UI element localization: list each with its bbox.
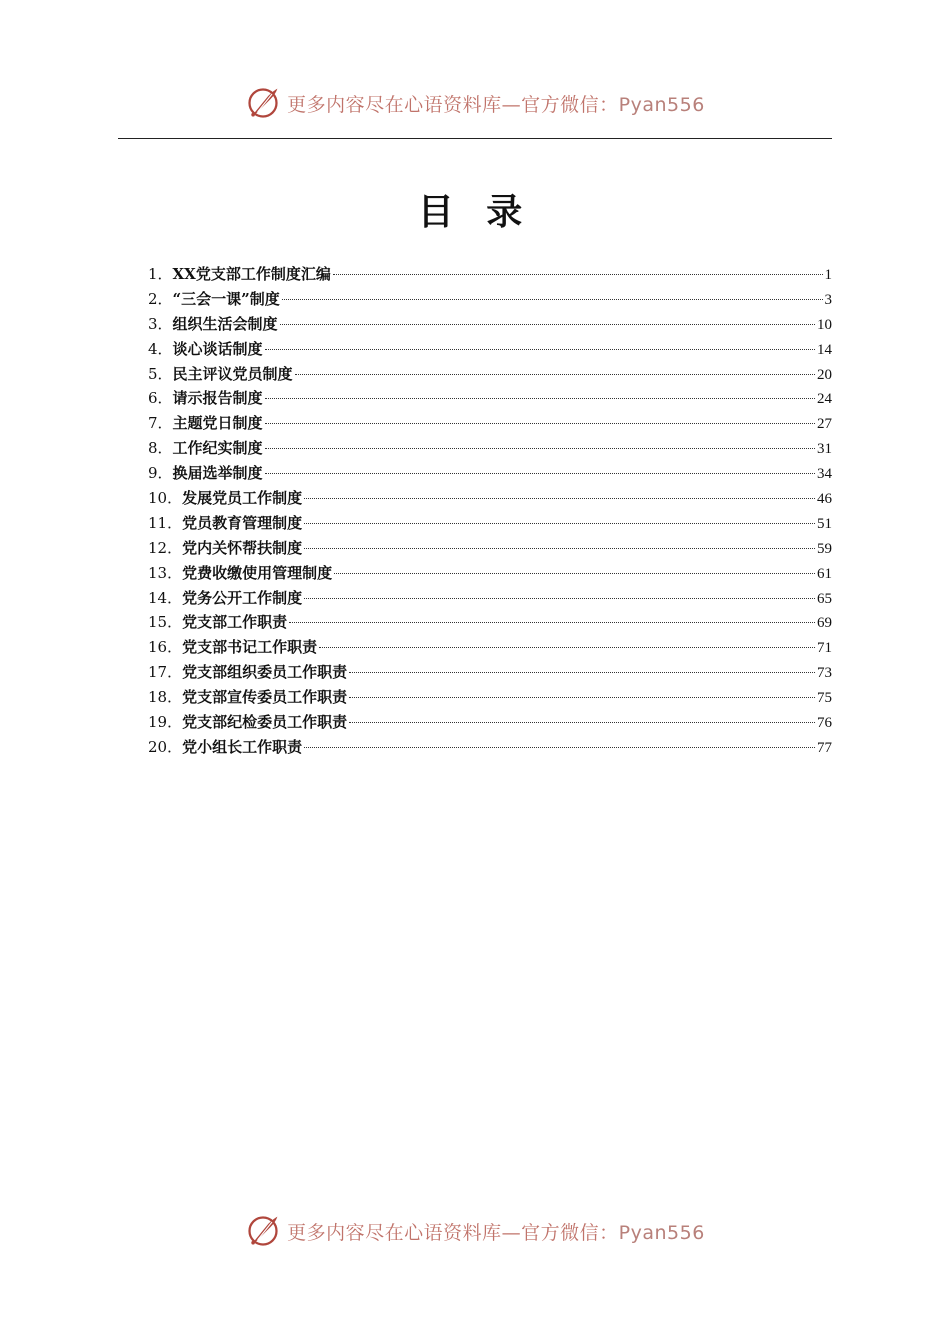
toc-entry[interactable] <box>148 411 832 436</box>
dot-leader <box>265 448 815 449</box>
toc-entry-number: 3． <box>148 314 173 333</box>
toc-entry-number: 15． <box>148 613 183 632</box>
toc-entry-page: 61 <box>817 565 832 582</box>
dot-leader <box>349 722 815 723</box>
toc-entry-page: 34 <box>817 466 832 483</box>
toc-entry[interactable] <box>148 735 832 760</box>
toc-entry-number: 4． <box>148 339 173 358</box>
toc-entry-page: 3 <box>824 291 832 308</box>
toc-entry[interactable] <box>148 312 832 337</box>
toc-entry[interactable] <box>148 436 832 461</box>
toc-entry-page: 51 <box>817 515 832 532</box>
toc-entry-title[interactable]: 党支部书记工作职责 <box>182 638 318 657</box>
toc-entry[interactable] <box>148 362 832 387</box>
toc-entry-title[interactable]: 民主评议党员制度 <box>172 364 293 383</box>
dot-leader <box>349 697 815 698</box>
watermark-text: 更多内容尽在心语资料库—官方微信：Pyan556 <box>287 93 705 116</box>
toc-entry-page: 14 <box>817 341 832 358</box>
toc-entry[interactable] <box>148 511 832 536</box>
dot-leader <box>295 374 815 375</box>
toc-entry-title[interactable]: 工作纪实制度 <box>172 439 263 458</box>
dot-leader <box>304 548 815 549</box>
toc-entry-title[interactable]: 发展党员工作制度 <box>182 489 303 508</box>
toc-entry-title[interactable]: 党员教育管理制度 <box>182 513 303 532</box>
toc-entry-title[interactable]: 党务公开工作制度 <box>182 588 303 607</box>
toc-entry-title[interactable]: 党费收缴使用管理制度 <box>182 563 333 582</box>
dot-leader <box>282 299 823 300</box>
toc-entry-title[interactable]: 组织生活会制度 <box>172 314 278 333</box>
dot-leader <box>280 324 815 325</box>
toc-entry[interactable] <box>148 586 832 611</box>
quill-pen-logo-icon <box>245 1213 281 1249</box>
quill-pen-logo-icon <box>245 85 281 121</box>
toc-entry-number: 16． <box>148 638 183 657</box>
dot-leader <box>304 598 815 599</box>
toc-entry-number: 13． <box>148 563 183 582</box>
toc-entry-number: 9． <box>148 464 173 483</box>
toc-entry-number: 11． <box>148 513 183 532</box>
page-title: 目 录 <box>417 191 533 233</box>
toc-entry-title[interactable]: 谈心谈话制度 <box>172 339 263 358</box>
table-of-contents <box>148 262 832 760</box>
dot-leader <box>304 747 815 748</box>
toc-entry-title[interactable]: XX党支部工作制度汇编 <box>172 265 331 283</box>
header-divider <box>118 138 832 139</box>
dot-leader <box>304 498 815 499</box>
dot-leader <box>334 573 815 574</box>
toc-entry-number: 1． <box>148 265 173 283</box>
toc-entry-title[interactable]: 党支部组织委员工作职责 <box>182 663 348 682</box>
toc-entry-page: 59 <box>817 540 832 557</box>
toc-entry-page: 76 <box>817 715 832 732</box>
toc-entry-page: 24 <box>817 391 832 408</box>
toc-entry-page: 1 <box>824 267 832 283</box>
dot-leader <box>304 523 815 524</box>
toc-entry[interactable] <box>148 536 832 561</box>
toc-entry-number: 18． <box>148 688 183 707</box>
toc-entry-number: 5． <box>148 364 173 383</box>
toc-entry-number: 2． <box>148 289 173 308</box>
toc-entry-title[interactable]: 党支部纪检委员工作职责 <box>182 713 348 732</box>
toc-entry-title[interactable]: 主题党日制度 <box>172 414 263 433</box>
toc-entry-title[interactable]: 党支部工作职责 <box>182 613 288 632</box>
toc-entry-title[interactable]: 换届选举制度 <box>172 464 263 483</box>
toc-entry[interactable] <box>148 610 832 635</box>
toc-entry-number: 19． <box>148 713 183 732</box>
toc-entry-number: 20． <box>148 737 183 756</box>
toc-entry[interactable] <box>148 461 832 486</box>
dot-leader <box>319 647 815 648</box>
toc-entry-title[interactable]: 党内关怀帮扶制度 <box>182 538 303 557</box>
toc-entry-number: 14． <box>148 588 183 607</box>
toc-entry-page: 73 <box>817 665 832 682</box>
dot-leader <box>265 473 815 474</box>
toc-entry[interactable] <box>148 262 832 287</box>
toc-entry-page: 75 <box>817 690 832 707</box>
toc-entry-number: 6． <box>148 389 173 408</box>
toc-entry-page: 65 <box>817 590 832 607</box>
toc-entry-number: 10． <box>148 489 183 508</box>
toc-entry[interactable] <box>148 287 832 312</box>
toc-entry[interactable] <box>148 710 832 735</box>
dot-leader <box>265 349 815 350</box>
toc-entry-page: 69 <box>817 615 832 632</box>
toc-entry[interactable] <box>148 561 832 586</box>
toc-entry[interactable] <box>148 386 832 411</box>
toc-entry[interactable] <box>148 660 832 685</box>
dot-leader <box>289 622 815 623</box>
toc-entry-page: 27 <box>817 416 832 433</box>
toc-entry-page: 71 <box>817 640 832 657</box>
watermark-text: 更多内容尽在心语资料库—官方微信：Pyan556 <box>287 1221 705 1244</box>
header-watermark <box>0 83 950 123</box>
toc-entry[interactable] <box>148 337 832 362</box>
toc-entry-title[interactable]: 请示报告制度 <box>172 389 263 408</box>
toc-entry[interactable] <box>148 635 832 660</box>
toc-entry-page: 46 <box>817 491 832 508</box>
toc-entry-number: 17． <box>148 663 183 682</box>
toc-entry-page: 31 <box>817 441 832 458</box>
toc-entry-number: 8． <box>148 439 173 458</box>
dot-leader <box>349 672 815 673</box>
toc-entry-title[interactable]: 党小组长工作职责 <box>182 737 303 756</box>
dot-leader <box>265 398 815 399</box>
toc-entry-number: 7． <box>148 414 173 433</box>
footer-watermark <box>0 1211 950 1251</box>
toc-entry-page: 20 <box>817 366 832 383</box>
toc-entry-page: 10 <box>817 316 832 333</box>
toc-entry-title[interactable]: “三会一课”制度 <box>172 289 280 308</box>
toc-entry[interactable] <box>148 486 832 511</box>
dot-leader <box>333 274 823 275</box>
toc-entry-title[interactable]: 党支部宣传委员工作职责 <box>182 688 348 707</box>
toc-entry[interactable] <box>148 685 832 710</box>
toc-entry-page: 77 <box>817 739 832 756</box>
dot-leader <box>265 423 815 424</box>
toc-entry-number: 12． <box>148 538 183 557</box>
